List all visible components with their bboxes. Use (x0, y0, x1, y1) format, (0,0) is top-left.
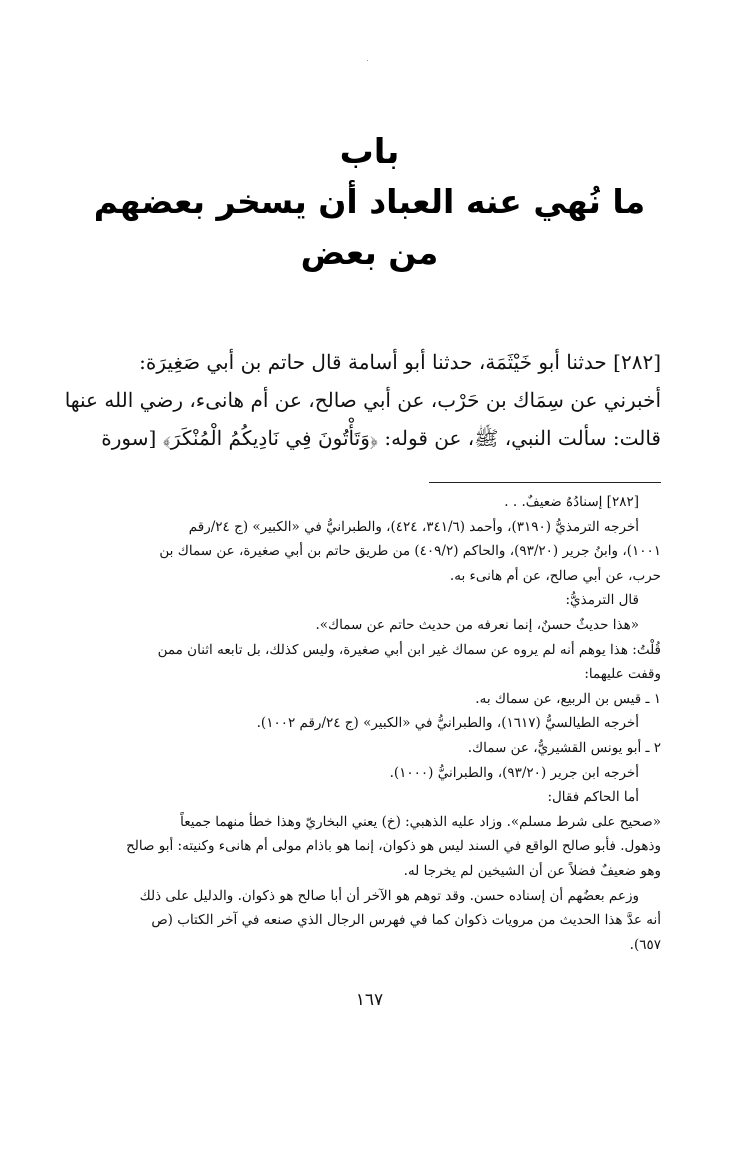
footnotes (57, 490, 661, 957)
footnote-line: ١٠٠١)، وابنُ جرير (٩٣/٢٠)، والحاكم (٤٠٩/٢) من طريق حاتم بن أبي صغيرة، عن سماك بن (159, 543, 661, 560)
hadith-line: [٢٨٢] حدثنا أبو خَيْثَمَة، حدثنا أبو أسامة قال حاتم بن أبي صَغِيرَة: (139, 350, 661, 374)
chapter-title (60, 128, 679, 278)
scan-speck (367, 60, 368, 61)
footnote-header: [٢٨٢] إسنادُهُ ضعيفٌ. . . (504, 494, 639, 510)
hadith-text (57, 343, 661, 457)
footnote-line: «هذا حديثٌ حسنٌ، إنما نعرفه من حديث حاتم عن سماك». (315, 616, 639, 633)
chapter-title-line-2: ما نُهي عنه العباد أن يسخر بعضهم (93, 182, 646, 221)
footnote-line: وذهول. فأبو صالح الواقع في السند ليس هو ذكوان، إنما هو باذام مولى أم هانىء وكنيته: أبو صالح (126, 838, 661, 855)
footnote-line: ٦٥٧). (629, 936, 661, 953)
footnote-line: وقفت عليهما: (584, 666, 661, 683)
footnote-divider (429, 482, 661, 483)
footnote-line: ٢ ـ أبو يونس القشيريُّ، عن سماك. (467, 739, 661, 756)
footnote-line: وهو ضعيفٌ فضلاً عن أن الشيخين لم يخرجا له. (403, 862, 661, 879)
footnote-line: أخرجه الطيالسيُّ (١٦١٧)، والطبرانيُّ في «الكبير» (ج ٢٤/رقم ١٠٠٢). (256, 715, 639, 732)
hadith-line: أخبرني عن سِمَاك بن حَرْب، عن أبي صالح، عن أم هانىء، رضي الله عنها (64, 388, 661, 412)
footnote-line: ١ ـ قيس بن الربيع، عن سماك به. (475, 690, 661, 707)
footnote-line: أنه عدَّ هذا الحديث من مرويات ذكوان كما في فهرس الرجال الذي صنعه في آخر الكتاب (ص (151, 912, 661, 929)
footnote-line: حرب، عن أبي صالح، عن أم هانىء به. (449, 567, 661, 584)
footnote-line: وزعم بعضُهم أن إسناده حسن. وقد توهم هو الآخر أن أبا صالح هو ذكوان. والدليل على ذلك (139, 887, 639, 904)
chapter-title-line-1: باب (339, 132, 400, 172)
footnote-line: أما الحاكم فقال: (547, 789, 639, 806)
footnote-line: «صحيح على شرط مسلم». وزاد عليه الذهبي: (خ) يعني البخاريّ وهذا خطأ منهما جميعاً (180, 813, 661, 830)
page-number: ١٦٧ (355, 990, 384, 1010)
footnote-line: أخرجه ابن جرير (٩٣/٢٠)، والطبرانيُّ (١٠٠٠). (389, 764, 639, 781)
chapter-title-line-3: من بعض (300, 233, 439, 272)
hadith-line: قالت: سألت النبي، ﷺ، عن قوله: ﴿وَتَأْتُونَ فِي نَادِيكُمُ الْمُنْكَرَ﴾ [سورة (101, 426, 661, 450)
footnote-line: قُلْتُ: هذا يوهم أنه لم يروه عن سماك غير ابن أبي صغيرة، وليس كذلك، بل تابعه اثنان ممن (157, 641, 661, 658)
footnote-line: أخرجه الترمذيُّ (٣١٩٠)، وأحمد (٣٤١/٦، ٤٢٤)، والطبرانيُّ في «الكبير» (ج ٢٤/رقم (188, 518, 639, 535)
footnote-line: قال الترمذيُّ: (565, 592, 639, 609)
